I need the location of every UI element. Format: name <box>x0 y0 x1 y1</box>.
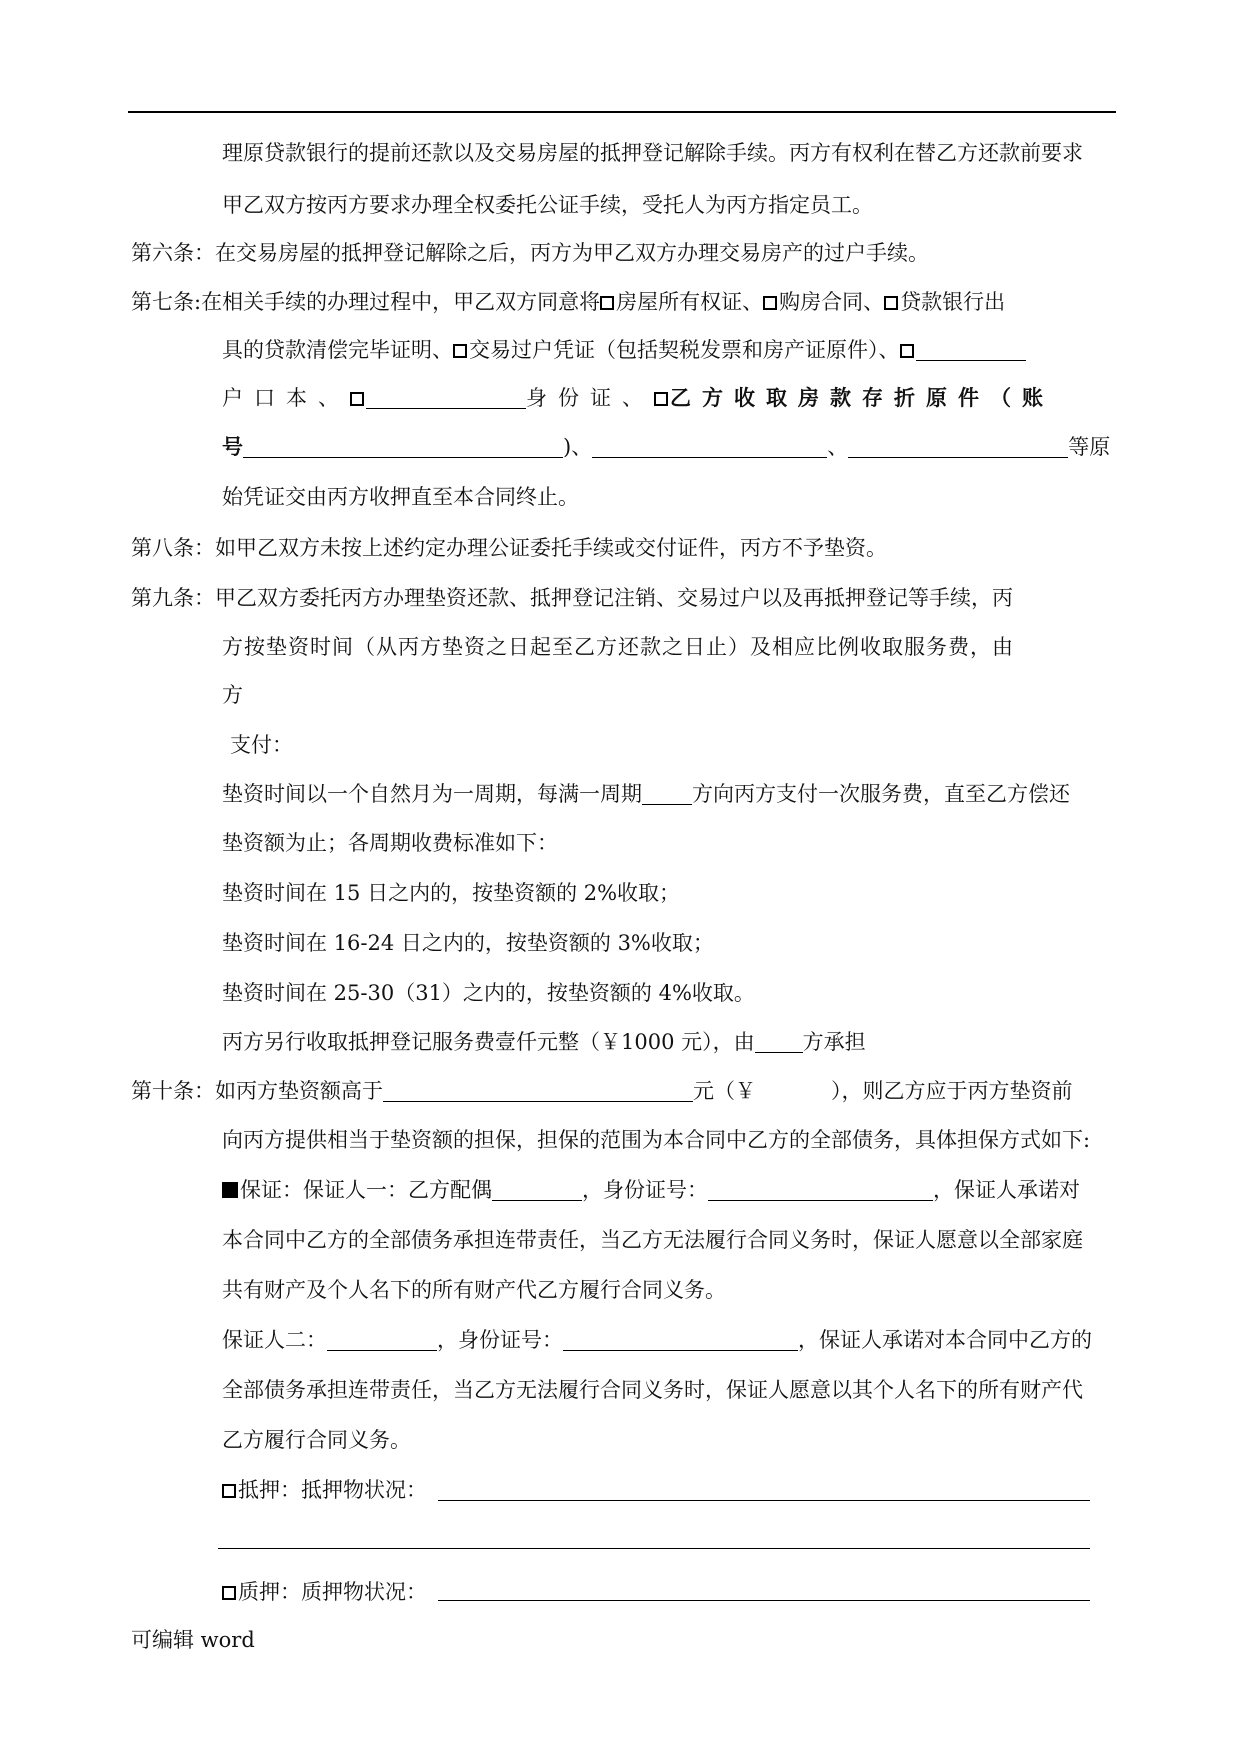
text-line: 向丙方提供相当于垫资额的担保，担保的范围为本合同中乙方的全部债务，具体担保方式如下: <box>222 1128 1091 1152</box>
fill-blank[interactable] <box>383 1081 693 1102</box>
text: 方向丙方支付一次服务费，直至乙方偿还 <box>692 782 1070 806</box>
text-line <box>222 335 1026 365</box>
text: 质押：质押物状况： <box>238 1580 427 1604</box>
footer-text: 可编辑 word <box>131 1628 255 1652</box>
mortgage-line <box>222 1475 427 1505</box>
text-line: 理原贷款银行的提前还款以及交易房屋的抵押登记解除手续。丙方有权利在替乙方还款前要求 <box>222 141 1083 165</box>
option-label: 乙方收取房款存折原件（账 <box>670 385 1054 410</box>
checkbox-checked[interactable] <box>222 1182 238 1198</box>
fill-blank[interactable] <box>592 437 827 458</box>
text-line: 方 <box>222 683 243 707</box>
text: 身份证、 <box>526 386 654 410</box>
header-rule <box>128 111 1116 113</box>
fill-blank[interactable] <box>327 1330 437 1351</box>
fill-blank[interactable] <box>642 784 692 805</box>
text: 垫资时间以一个自然月为一周期，每满一周期 <box>222 782 642 806</box>
text-line <box>222 779 1070 809</box>
article-label: 第八条： <box>131 536 215 560</box>
text: )、 <box>563 435 593 459</box>
fill-blank[interactable] <box>563 1330 798 1351</box>
fill-blank[interactable] <box>438 1500 1090 1501</box>
text: ，保证人承诺对本合同中乙方的 <box>798 1328 1092 1352</box>
checkbox[interactable] <box>222 1484 236 1498</box>
option-label: 房屋所有权证、 <box>616 290 764 314</box>
checkbox[interactable] <box>884 296 898 310</box>
article-9 <box>131 583 1013 613</box>
text-line: 垫资时间在 15 日之内的，按垫资额的 2%收取； <box>222 881 681 905</box>
text-line: 垫资时间在 25-30（31）之内的，按垫资额的 4%收取。 <box>222 981 755 1005</box>
checkbox[interactable] <box>350 392 364 406</box>
checkbox[interactable] <box>900 344 914 358</box>
checkbox[interactable] <box>600 296 614 310</box>
checkbox[interactable] <box>453 344 467 358</box>
option-label: 交易过户凭证（包括契税发票和房产证原件）、 <box>469 338 900 362</box>
text-line: 始凭证交由丙方收押直至本合同终止。 <box>222 485 579 509</box>
option-label: 贷款银行出 <box>900 290 1006 314</box>
text: 号 <box>222 434 243 459</box>
fill-blank[interactable] <box>708 1180 933 1201</box>
fill-blank[interactable] <box>366 388 526 409</box>
text: 抵押：抵押物状况： <box>238 1478 427 1502</box>
text: ，身份证号： <box>437 1328 563 1352</box>
fill-blank[interactable] <box>755 1032 803 1053</box>
text-line: 方按垫资时间（从丙方垫资之日起至乙方还款之日止）及相应比例收取服务费，由 <box>222 635 1014 659</box>
text-line <box>222 1027 866 1057</box>
text: 保证：保证人一：乙方配偶 <box>240 1178 492 1202</box>
text-line: 垫资额为止；各周期收费标准如下： <box>222 831 558 855</box>
article-7 <box>131 287 1005 317</box>
pledge-line <box>222 1577 427 1607</box>
checkbox[interactable] <box>654 392 668 406</box>
option-label: 购房合同、 <box>779 290 885 314</box>
text-line: 共有财产及个人名下的所有财产代乙方履行合同义务。 <box>222 1278 726 1302</box>
text: 、 <box>827 435 849 459</box>
text: 元（￥ <box>693 1079 756 1103</box>
article-label: 第六条： <box>131 241 215 265</box>
article-6 <box>131 238 929 268</box>
text: 具的贷款清偿完毕证明、 <box>222 338 453 362</box>
article-8 <box>131 533 887 563</box>
fill-blank[interactable] <box>243 437 563 458</box>
text: 等原 <box>1068 435 1111 459</box>
article-text: 如甲乙双方未按上述约定办理公证委托手续或交付证件，丙方不予垫资。 <box>215 536 887 560</box>
article-10 <box>131 1076 1073 1106</box>
text-line <box>222 1175 1080 1205</box>
text: ，身份证号： <box>582 1178 708 1202</box>
article-text: 甲乙双方委托丙方办理垫资还款、抵押登记注销、交易过户以及再抵押登记等手续，丙 <box>215 586 1013 610</box>
fill-blank[interactable] <box>848 437 1068 458</box>
text-line: 全部债务承担连带责任，当乙方无法履行合同义务时，保证人愿意以其个人名下的所有财产代 <box>222 1378 1083 1402</box>
text-line: 支付： <box>230 733 293 757</box>
text-line <box>222 383 1054 413</box>
text: 丙方另行收取抵押登记服务费壹仟元整（￥1000 元），由 <box>222 1030 755 1054</box>
article-text: 在交易房屋的抵押登记解除之后，丙方为甲乙双方办理交易房产的过户手续。 <box>215 241 929 265</box>
fill-blank[interactable] <box>916 340 1026 361</box>
article-label: 第十条： <box>131 1079 215 1103</box>
text: ），则乙方应于丙方垫资前 <box>831 1079 1073 1103</box>
text: 方承担 <box>802 1030 866 1054</box>
text-line: 甲乙双方按丙方要求办理全权委托公证手续，受托人为丙方指定员工。 <box>222 193 873 217</box>
text-line <box>222 432 1110 462</box>
text: 户口本、 <box>222 386 350 410</box>
text: ，保证人承诺对 <box>933 1178 1080 1202</box>
text-line: 本合同中乙方的全部债务承担连带责任，当乙方无法履行合同义务时，保证人愿意以全部家庭 <box>222 1228 1083 1252</box>
text-line <box>222 1325 1092 1355</box>
article-text: 在相关手续的办理过程中，甲乙双方同意将 <box>201 290 601 314</box>
checkbox[interactable] <box>222 1586 236 1600</box>
article-label: 第九条： <box>131 586 215 610</box>
fill-blank[interactable] <box>218 1548 1090 1549</box>
fill-blank[interactable] <box>492 1180 582 1201</box>
text: 如丙方垫资额高于 <box>215 1079 383 1103</box>
article-label: 第七条: <box>131 290 202 314</box>
fill-blank[interactable] <box>438 1600 1090 1601</box>
text-line: 垫资时间在 16-24 日之内的，按垫资额的 3%收取； <box>222 931 714 955</box>
checkbox[interactable] <box>763 296 777 310</box>
text: 保证人二： <box>222 1328 327 1352</box>
text-line: 乙方履行合同义务。 <box>222 1428 411 1452</box>
